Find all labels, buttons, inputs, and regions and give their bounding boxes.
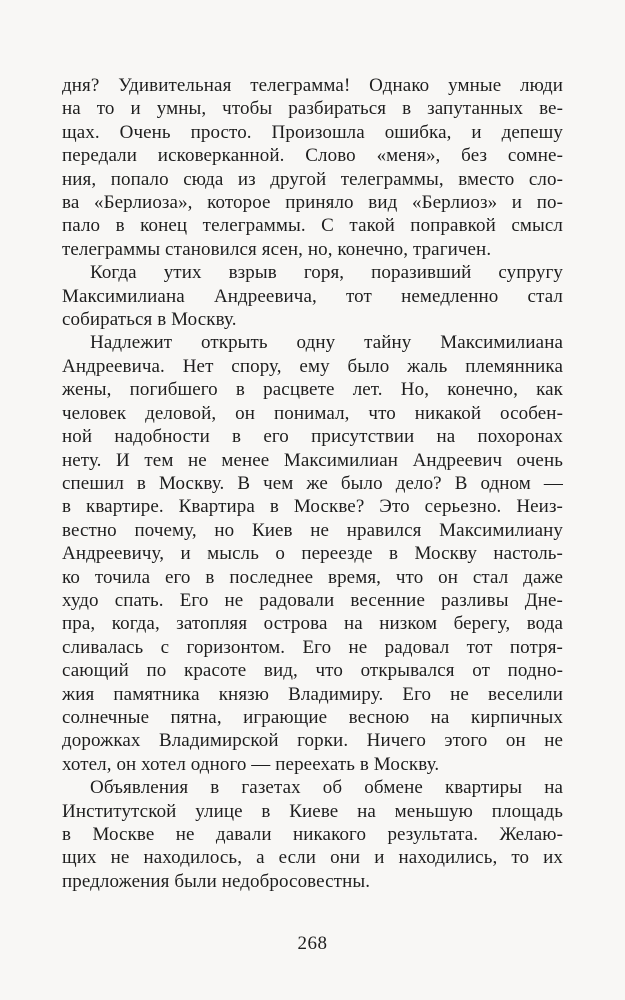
text-line: в квартире. Квартира в Москве? Это серьезно. Неиз- <box>62 496 563 518</box>
text-line: солнечные пятна, играющие весною на кирпичных <box>62 706 563 728</box>
text-line: собираться в Москву. <box>62 309 237 331</box>
paragraph <box>62 261 563 331</box>
text-line: сливалась с горизонтом. Его не радовал тот потря- <box>62 636 563 658</box>
text-line: Максимилиана Андреевича, тот немедленно стал <box>62 285 563 307</box>
text-line: худо спать. Его не радовали весенние разливы Дне- <box>62 589 563 611</box>
text-line: пра, когда, затопляя острова на низком берегу, вода <box>62 613 563 635</box>
text-line: человек деловой, он понимал, что никакой особен- <box>62 402 563 424</box>
text-line: Объявления в газетах об обмене квартиры на <box>90 777 563 799</box>
paragraph <box>62 331 563 776</box>
text-line: передали исковерканной. Слово «меня», без сомне- <box>62 145 563 167</box>
text-line: нету. И тем не менее Максимилиан Андреевич очень <box>62 449 563 471</box>
text-line: Надлежит открыть одну тайну Максимилиана <box>90 332 563 354</box>
text-line: в Москве не давали никакого результата. Желаю- <box>62 824 563 845</box>
text-line: спешил в Москву. В чем же было дело? В одном — <box>62 472 563 494</box>
text-line: предложения были недобросовестны. <box>62 870 371 892</box>
text-line: на то и умны, чтобы разбираться в запутанных ве- <box>62 98 563 120</box>
text-line: Когда утих взрыв горя, поразивший супругу <box>90 262 563 284</box>
text-line: телеграммы становился ясен, но, конечно, трагичен. <box>62 238 492 260</box>
text-line: Андреевичу, и мысль о переезде в Москву настоль- <box>62 543 563 565</box>
text-line: жия памятника князю Владимиру. Его не веселили <box>62 683 563 705</box>
page-text <box>62 74 563 893</box>
text-line: ной надобности в его присутствии на похоронах <box>62 426 563 448</box>
text-line: жены, погибшего в расцвете лет. Но, конечно, как <box>62 379 563 401</box>
text-line: щих не находилось, а если они и находились, то их <box>62 847 563 869</box>
text-line: дня? Удивительная телеграмма! Однако умные люди <box>62 75 563 96</box>
paragraph <box>62 74 563 261</box>
paragraph <box>62 776 563 893</box>
text-line: Институтской улице в Киеве на меньшую площадь <box>62 800 563 822</box>
text-line: вестно почему, но Киев не нравился Максимилиану <box>62 519 563 541</box>
page-number: 268 <box>297 933 328 954</box>
text-line: ния, попало сюда из другой телеграммы, вместо сло- <box>62 168 563 190</box>
text-line: щах. Очень просто. Произошла ошибка, и депешу <box>62 121 563 143</box>
text-line: Андреевича. Нет спору, ему было жаль племянника <box>62 355 563 377</box>
text-line: дорожках Владимирской горки. Ничего этого он не <box>62 730 563 752</box>
text-line: хотел, он хотел одного — переехать в Москву. <box>62 753 440 775</box>
text-line: сающий по красоте вид, что открывался от подно- <box>62 660 563 682</box>
text-line: ва «Берлиоза», которое приняло вид «Берлиоз» и по- <box>62 192 563 214</box>
text-line: ко точила его в последнее время, что он стал даже <box>62 566 563 588</box>
text-line: пало в конец телеграммы. С такой поправкой смысл <box>62 215 563 237</box>
